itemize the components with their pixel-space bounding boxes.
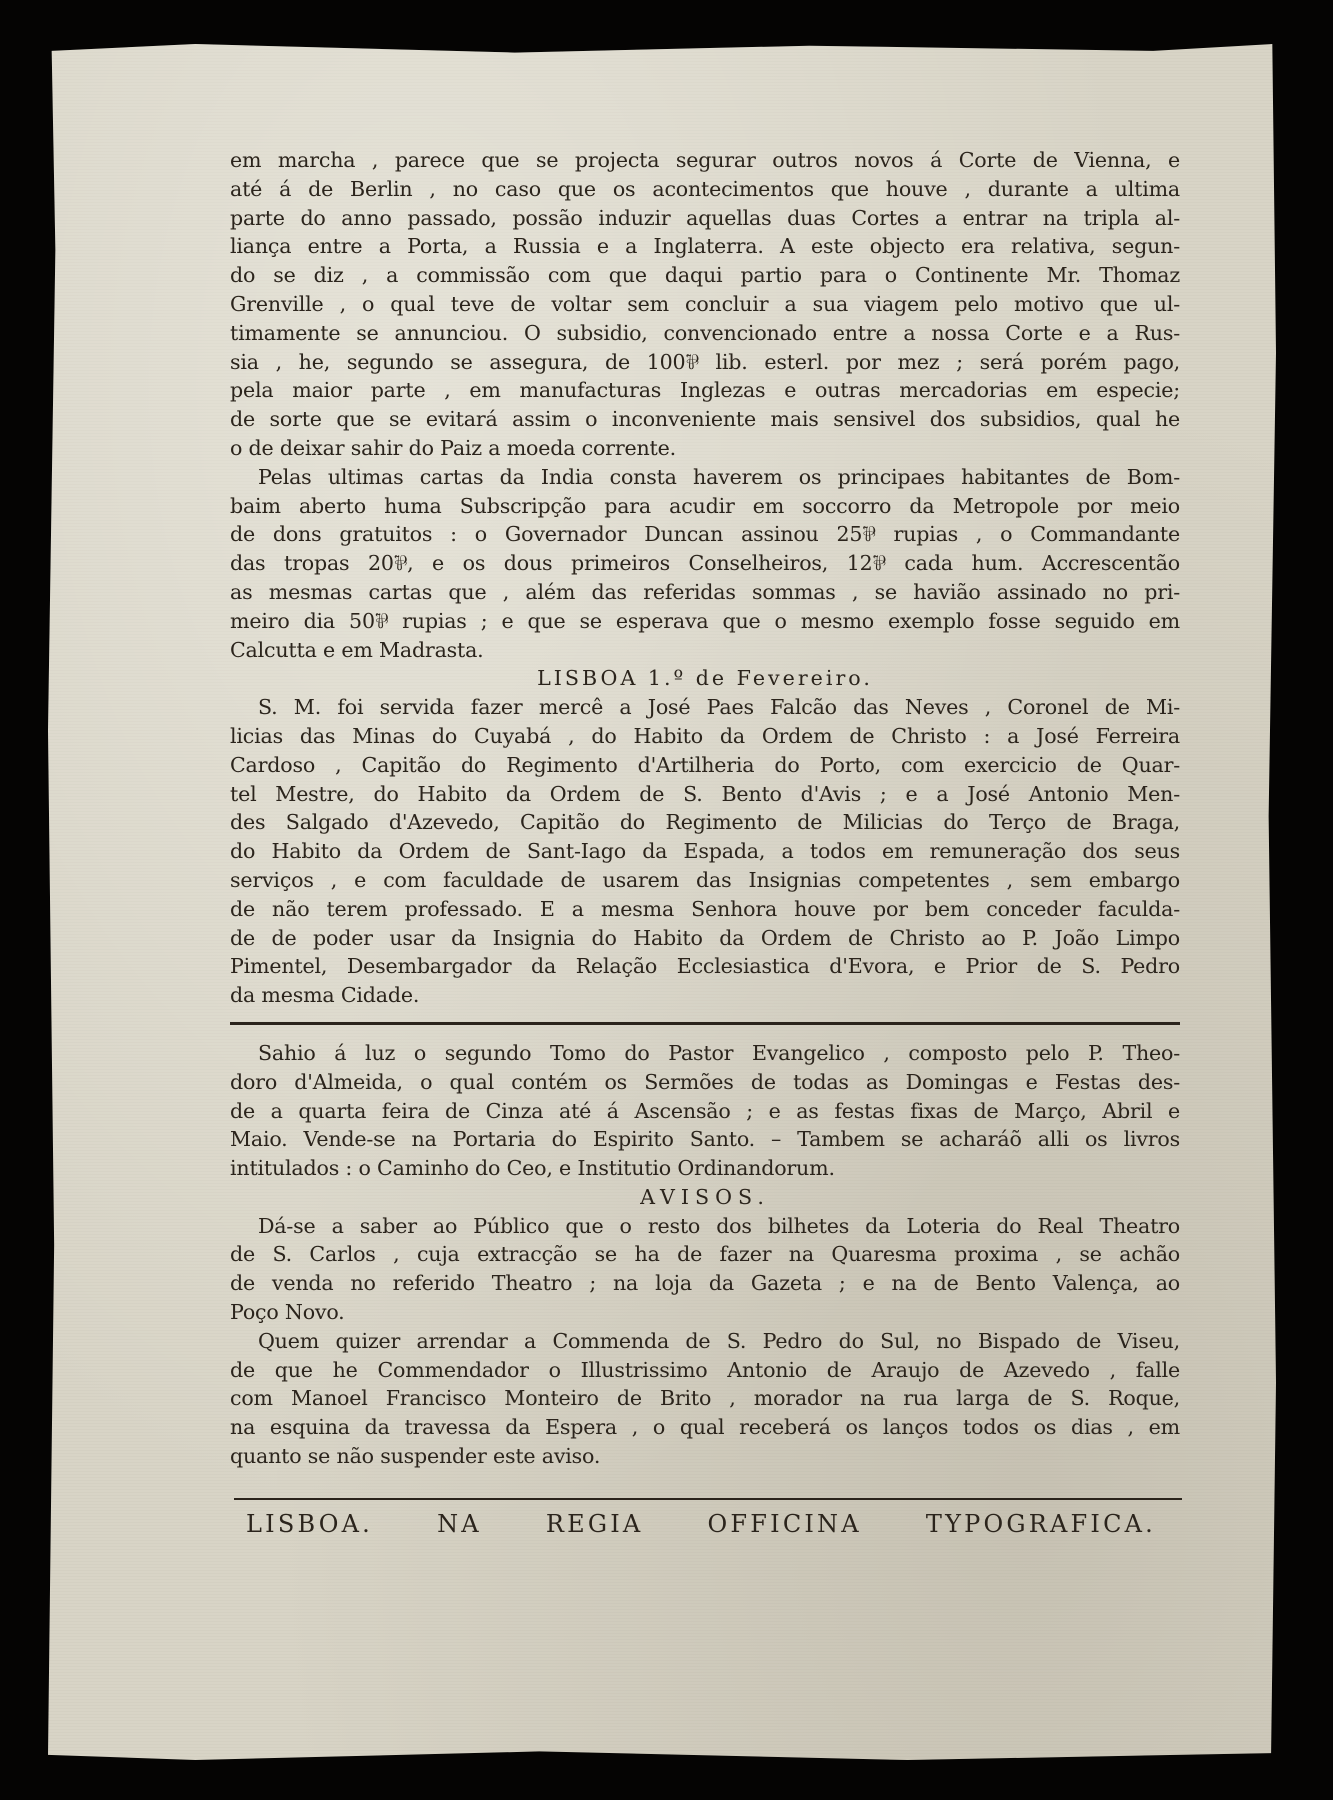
- text-line: de de poder usar da Insignia do Habito da Ordem de Christo ao P. João Limpo: [230, 925, 1180, 950]
- text-line: Pelas ultimas cartas da India consta haverem os principaes habitantes de Bom-: [258, 464, 1180, 489]
- text-line: da mesma Cidade.: [230, 983, 420, 1008]
- text-line: baim aberto huma Subscripção para acudir em soccorro da Metropole por meio: [230, 493, 1180, 518]
- text-line: de S. Carlos , cuja extracção se ha de fazer na Quaresma proxima , se achão: [230, 1242, 1180, 1267]
- text-line: quanto se não suspender este aviso.: [230, 1444, 601, 1469]
- text-line: de a quarta feira de Cinza até á Ascensão ; e as festas fixas de Março, Abril e: [230, 1098, 1180, 1123]
- paragraph-india: [230, 463, 1180, 665]
- text-line: des Salgado d'Azevedo, Capitão do Regimento de Milicias do Terço de Braga,: [230, 810, 1180, 835]
- text-line: das tropas 20⅌, e os dous primeiros Conselheiros, 12⅌ cada hum. Accrescentão: [230, 551, 1180, 576]
- imprint-rule: [234, 1498, 1182, 1500]
- text-line: liança entre a Porta, a Russia e a Inglaterra. A este objecto era relativa, segun-: [230, 234, 1180, 259]
- text-line: tel Mestre, do Habito da Ordem de S. Bento d'Avis ; e a José Antonio Men-: [230, 781, 1180, 806]
- text-line: sia , he, segundo se assegura, de 100⅌ lib. esterl. por mez ; será porém pago,: [230, 349, 1180, 374]
- text-line: do se diz , a commissão com que daqui partio para o Continente Mr. Thomaz: [230, 263, 1180, 288]
- document-body: [230, 146, 1180, 1471]
- text-line: doro d'Almeida, o qual contém os Sermões de todas as Domingas e Festas des-: [230, 1069, 1180, 1094]
- text-line: até á de Berlin , no caso que os acontecimentos que houve , durante a ultima: [230, 176, 1180, 201]
- text-line: com Manoel Francisco Monteiro de Brito , morador na rua larga de S. Roque,: [230, 1386, 1180, 1411]
- text-line: pela maior parte , em manufacturas Inglezas e outras mercadorias em especie;: [230, 378, 1180, 403]
- text-line: serviços , e com faculdade de usarem das Insignias competentes , sem embargo: [230, 867, 1180, 892]
- text-line: timamente se annunciou. O subsidio, convencionado entre a nossa Corte e a Rus-: [230, 320, 1180, 345]
- text-line: intitulados : o Caminho do Ceo, e Institutio Ordinandorum.: [230, 1156, 835, 1181]
- text-line: de venda no referido Theatro ; na loja da Gazeta ; e na de Bento Valença, ao: [230, 1271, 1180, 1296]
- text-line: de dons gratuitos : o Governador Duncan assinou 25⅌ rupias , o Commandante: [230, 522, 1180, 547]
- text-line: parte do anno passado, possão induzir aquellas duas Cortes a entrar na tripla al-: [230, 205, 1180, 230]
- text-line: Sahio á luz o segundo Tomo do Pastor Evangelico , composto pelo P. Theo-: [258, 1040, 1180, 1065]
- dateline: LISBOA 1.º de Fevereiro.: [537, 666, 873, 691]
- text-line: do Habito da Ordem de Sant-Iago da Espada, a todos em remuneração dos seus: [230, 839, 1180, 864]
- text-line: Cardoso , Capitão do Regimento d'Artilheria do Porto, com exercicio de Quar-: [230, 752, 1180, 777]
- text-line: o de deixar sahir do Paiz a moeda corrente.: [230, 435, 676, 460]
- text-line: Dá-se a saber ao Público que o resto dos bilhetes da Loteria do Real Theatro: [258, 1213, 1180, 1238]
- text-line: Poço Novo.: [230, 1300, 345, 1325]
- text-line: licias das Minas do Cuyabá , do Habito da Ordem de Christo : a José Ferreira: [230, 723, 1180, 748]
- book-notice: [230, 1039, 1180, 1183]
- avisos-heading: AVISOS.: [640, 1184, 770, 1209]
- text-line: Maio. Vende-se na Portaria do Espirito Santo. – Tambem se acharáõ alli os livros: [230, 1127, 1180, 1152]
- paragraph-continuation: [230, 146, 1180, 463]
- aviso-loteria: [230, 1212, 1180, 1327]
- text-line: Pimentel, Desembargador da Relação Ecclesiastica d'Evora, e Prior de S. Pedro: [230, 954, 1180, 979]
- text-line: Calcutta e em Madrasta.: [230, 637, 484, 662]
- text-line: em marcha , parece que se projecta segurar outros novos á Corte de Vienna, e: [230, 148, 1180, 172]
- printer-imprint: LISBOA. NA REGIA OFFICINA TYPOGRAFICA.: [246, 1510, 1156, 1538]
- paragraph-lisbon: [230, 693, 1180, 1010]
- aviso-commenda: [230, 1327, 1180, 1471]
- text-line: de que he Commendador o Illustrissimo Antonio de Araujo de Azevedo , falle: [230, 1357, 1180, 1382]
- text-line: as mesmas cartas que , além das referidas sommas , se havião assinado no pri-: [230, 579, 1180, 604]
- text-line: na esquina da travessa da Espera , o qual receberá os lanços todos os dias , em: [230, 1415, 1180, 1440]
- text-line: meiro dia 50⅌ rupias ; e que se esperava que o mesmo exemplo fosse seguido em: [230, 608, 1180, 633]
- text-line: de sorte que se evitará assim o inconveniente mais sensivel dos subsidios, qual he: [230, 407, 1180, 432]
- section-divider: [230, 1022, 1180, 1025]
- text-line: S. M. foi servida fazer mercê a José Paes Falcão das Neves , Coronel de Mi-: [258, 695, 1180, 720]
- text-line: Quem quizer arrendar a Commenda de S. Pedro do Sul, no Bispado de Viseu,: [258, 1328, 1180, 1353]
- text-line: de não terem professado. E a mesma Senhora houve por bem conceder faculda-: [230, 896, 1180, 921]
- text-line: Grenville , o qual teve de voltar sem concluir a sua viagem pelo motivo que ul-: [230, 291, 1180, 316]
